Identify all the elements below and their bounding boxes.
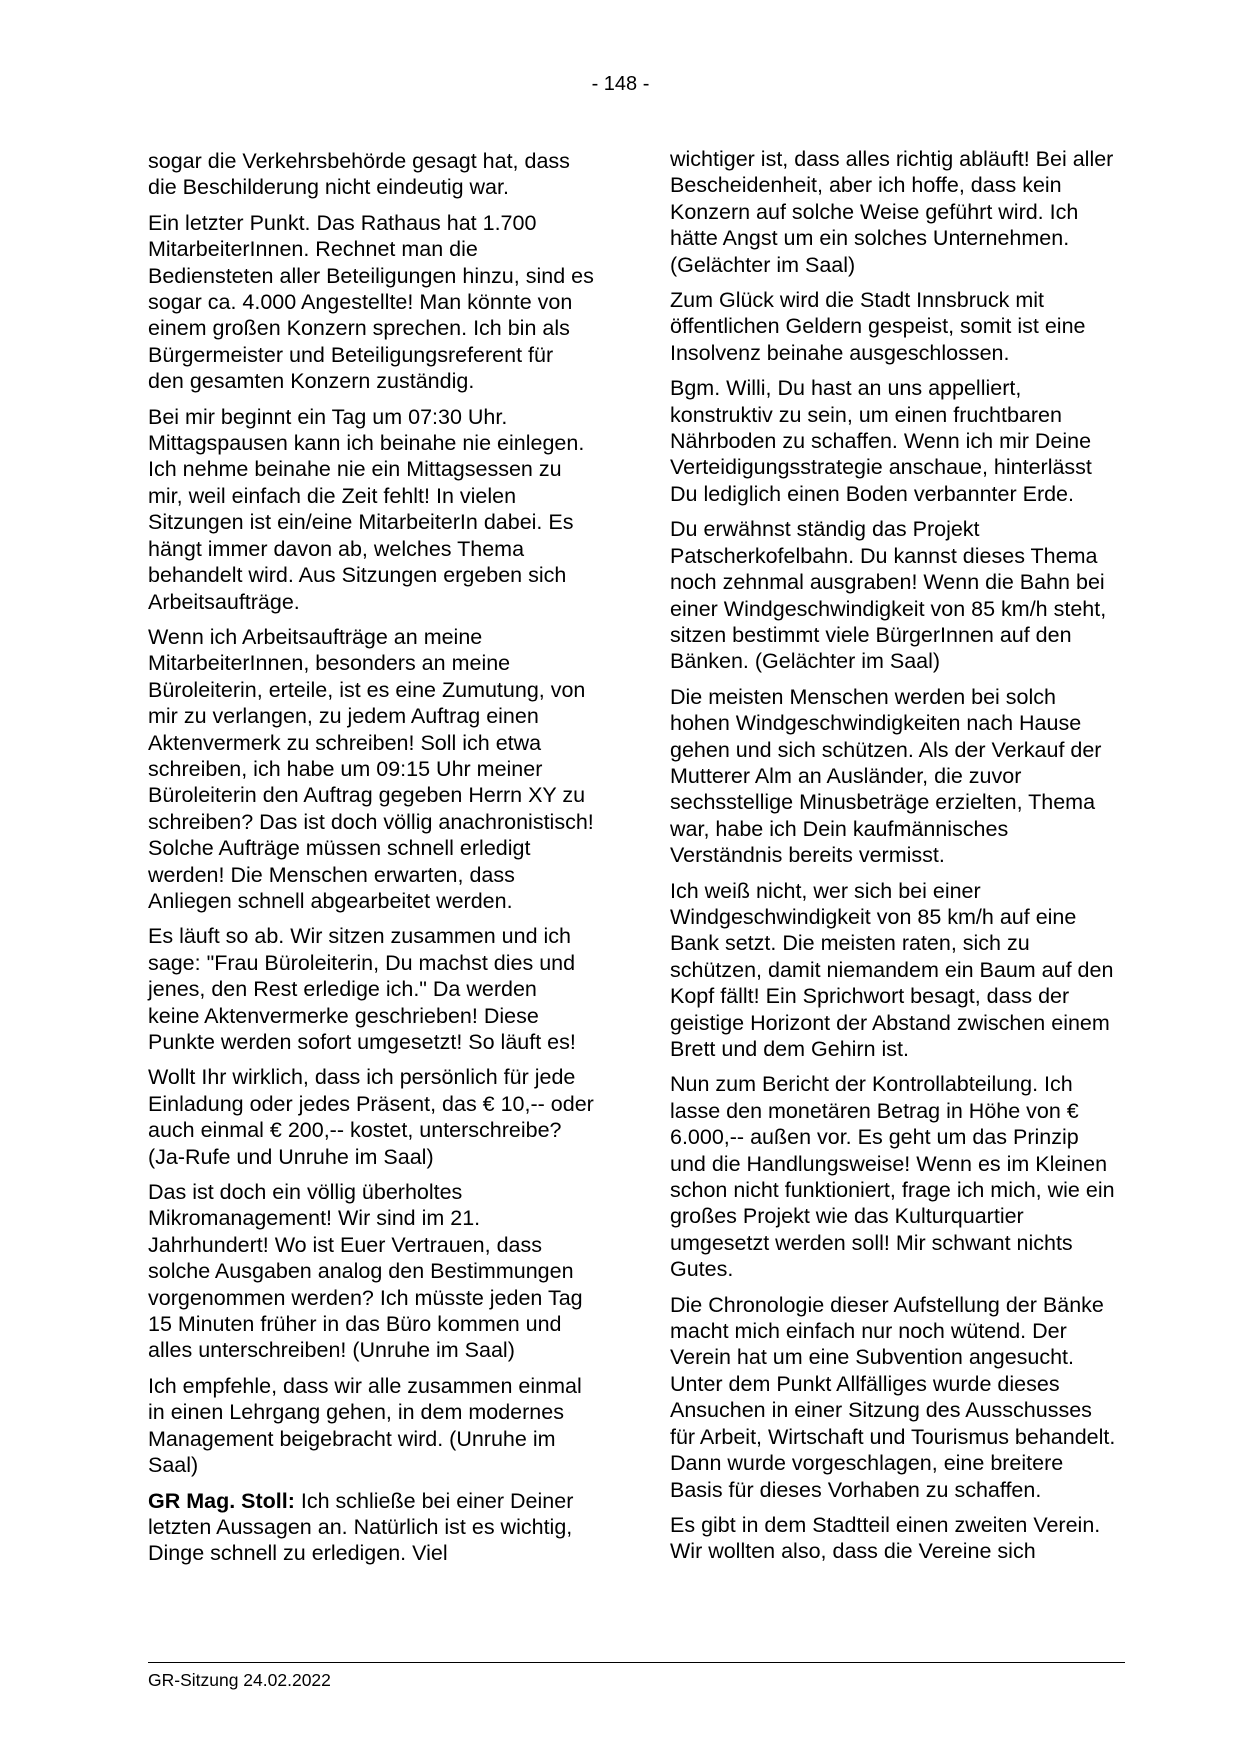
left-column xyxy=(148,148,594,1576)
speaker-paragraph xyxy=(148,1488,594,1567)
paragraph: Bei mir beginnt ein Tag um 07:30 Uhr. Mittagspausen kann ich beinahe nie einlegen. Ich nehme beinahe nie ein Mittagsessen zu mir, weil einfach die Zeit fehlt! In vielen Sitzungen ist ein/eine MitarbeiterIn dabei. Es hängt immer davon ab, welches Thema behandelt wird. Aus Sitzungen ergeben sich Arbeitsaufträge. xyxy=(148,404,585,614)
paragraph: Es läuft so ab. Wir sitzen zusammen und ich sage: "Frau Büroleiterin, Du machst dies und jenes, den Rest erledige ich." Da werden keine Aktenvermerke geschrieben! Diese Punkte werden sofort umgesetzt! So läuft es! xyxy=(148,924,576,1054)
paragraph: Es gibt in dem Stadtteil einen zweiten Verein. Wir wollten also, dass die Vereine sich xyxy=(670,1512,1101,1564)
paragraph: Ich empfehle, dass wir alle zusammen einmal in einen Lehrgang gehen, in dem modernes Management beigebracht wird. (Unruhe im Saal) xyxy=(148,1373,582,1478)
footer-text: GR-Sitzung 24.02.2022 xyxy=(148,1670,331,1690)
right-column xyxy=(670,146,1116,1574)
footer-divider xyxy=(148,1662,1125,1663)
paragraph: sogar die Verkehrsbehörde gesagt hat, dass die Beschilderung nicht eindeutig war. xyxy=(148,149,570,200)
paragraph: wichtiger ist, dass alles richtig abläuft! Bei aller Bescheidenheit, aber ich hoffe, dass kein Konzern auf solche Weise geführt wird. Ich hätte Angst um ein solches Unternehmen. (Gelächter im Saal) xyxy=(670,147,1114,277)
paragraph: Ich weiß nicht, wer sich bei einer Windgeschwindigkeit von 85 km/h auf eine Bank setzt. Die meisten raten, sich zu schützen, damit niemandem ein Baum auf den Kopf fällt! Ein Sprichwort besagt, dass der geistige Horizont der Abstand zwischen einem Brett und dem Gehirn ist. xyxy=(670,878,1114,1061)
paragraph: Wollt Ihr wirklich, dass ich persönlich für jede Einladung oder jedes Präsent, das € 10,-- oder auch einmal € 200,-- kostet, unterschreibe? (Ja-Rufe und Unruhe im Saal) xyxy=(148,1065,594,1169)
paragraph: Nun zum Bericht der Kontrollabteilung. Ich lasse den monetären Betrag in Höhe von € 6.000,-- außen vor. Es geht um das Prinzip und die Handlungsweise! Wenn es im Kleinen schon nicht funktioniert, frage ich mich, wie ein großes Projekt wie das Kulturquartier umgesetzt werden soll! Mir schwant nichts Gutes. xyxy=(670,1072,1115,1282)
paragraph: Die Chronologie dieser Aufstellung der Bänke macht mich einfach nur noch wütend. Der Verein hat um eine Subvention angesucht. Unter dem Punkt Allfälliges wurde dieses Ansuchen in einer Sitzung des Ausschusses für Arbeit, Wirtschaft und Tourismus behandelt. Dann wurde vorgeschlagen, eine breitere Basis für dieses Vorhaben zu schaffen. xyxy=(670,1292,1116,1502)
paragraph: Bgm. Willi, Du hast an uns appelliert, konstruktiv zu sein, um einen fruchtbaren Nährboden zu schaffen. Wenn ich mir Deine Verteidigungsstrategie anschaue, hinterlässt Du lediglich einen Boden verbannter Erde. xyxy=(670,376,1092,506)
paragraph: Das ist doch ein völlig überholtes Mikromanagement! Wir sind im 21. Jahrhundert! Wo ist Euer Vertrauen, dass solche Ausgaben analog den Bestimmungen vorgenommen werden? Ich müsste jeden Tag 15 Minuten früher in das Büro kommen und alles unterschreiben! (Unruhe im Saal) xyxy=(148,1180,583,1363)
paragraph: Wenn ich Arbeitsaufträge an meine MitarbeiterInnen, besonders an meine Büroleiterin, erteile, ist es eine Zumutung, von mir zu verlangen, zu jedem Auftrag einen Aktenvermerk zu schreiben! Soll ich etwa schreiben, ich habe um 09:15 Uhr meiner Büroleiterin den Auftrag gegeben Herrn XY zu schreiben? Das ist doch völlig anachronistisch! Solche Aufträge müssen schnell erledigt werden! Die Menschen erwarten, dass Anliegen schnell abgearbeitet werden. xyxy=(148,624,594,913)
paragraph: Die meisten Menschen werden bei solch hohen Windgeschwindigkeiten nach Hause gehen und sich schützen. Als der Verkauf der Mutterer Alm an Ausländer, die zuvor sechsstellige Minusbeträge erzielten, Thema war, habe ich Dein kaufmännisches Verständnis bereits vermisst. xyxy=(670,684,1102,868)
paragraph: Du erwähnst ständig das Projekt Patscherkofelbahn. Du kannst dieses Thema noch zehnmal ausgraben! Wenn die Bahn bei einer Windgeschwindigkeit von 85 km/h steht, sitzen bestimmt viele BürgerInnen auf den Bänken. (Gelächter im Saal) xyxy=(670,517,1107,674)
speaker-text: Ich schließe bei einer Deiner letzten Aussagen an. Natürlich ist es wichtig, Dinge schnell zu erledigen. Viel xyxy=(148,1488,574,1566)
paragraph: Ein letzter Punkt. Das Rathaus hat 1.700 MitarbeiterInnen. Rechnet man die Bediensteten aller Beteiligungen hinzu, sind es sogar ca. 4.000 Angestellte! Man könnte von einem großen Konzern sprechen. Ich bin als Bürgermeister und Beteiligungsreferent für den gesamten Konzern zuständig. xyxy=(148,210,594,394)
paragraph: Zum Glück wird die Stadt Innsbruck mit öffentlichen Geldern gespeist, somit ist eine Insolvenz beinahe ausgeschlossen. xyxy=(670,288,1086,365)
speaker-name: GR Mag. Stoll: xyxy=(148,1488,295,1513)
page-number: - 148 - xyxy=(591,73,650,95)
